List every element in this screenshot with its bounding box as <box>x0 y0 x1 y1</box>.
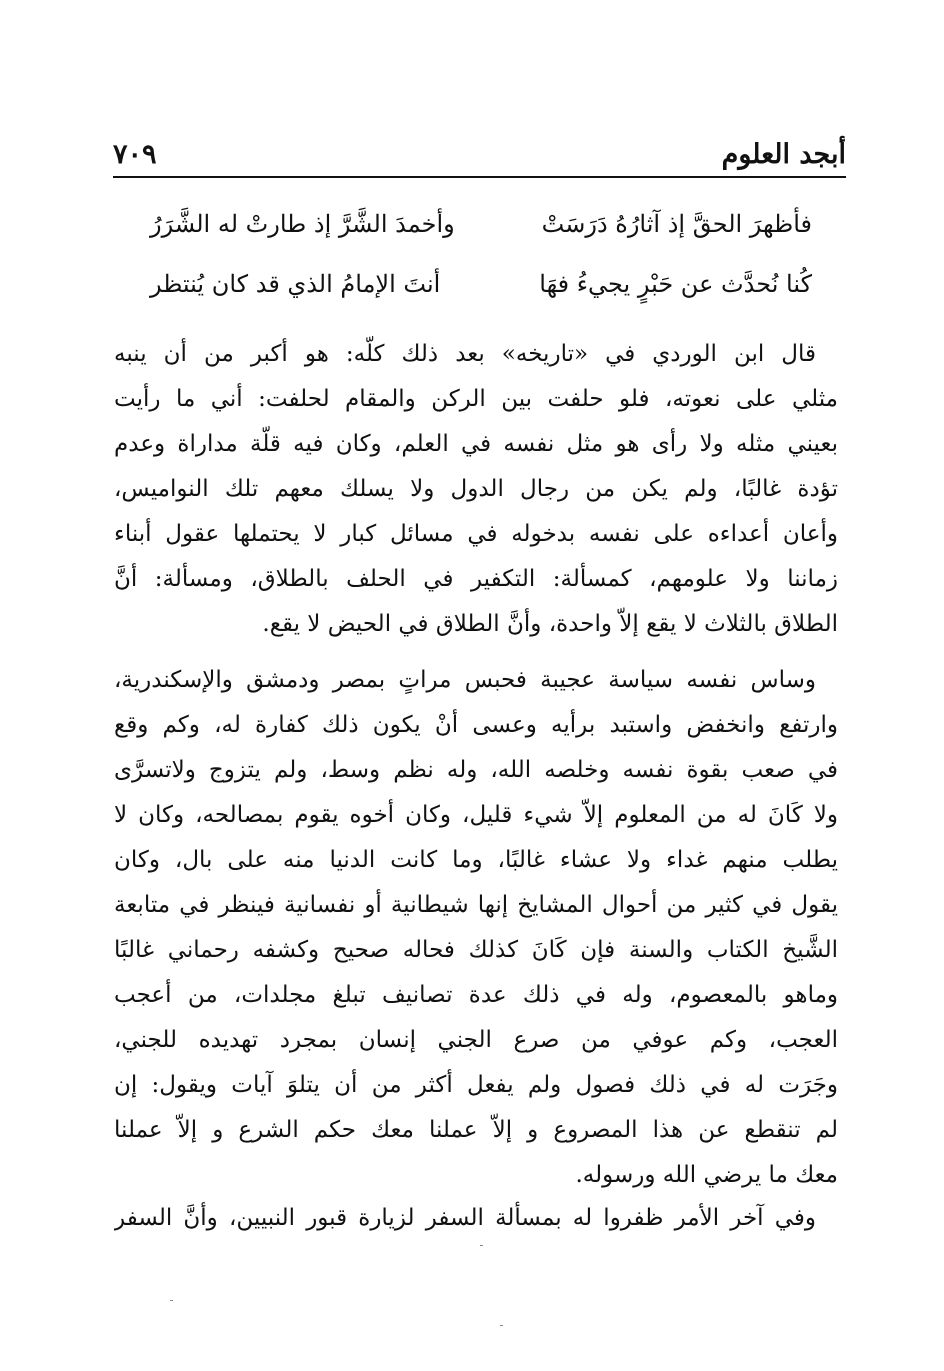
text-line: زماننا ولا علومهم، كمسألة: التكفير في الحلف بالطلاق، ومسألة: أنَّ <box>114 566 838 592</box>
verse-line <box>150 200 812 260</box>
text-line: العجب، وكم عوفي من صرع الجني إنسان بمجرد تهديده للجني، <box>114 1027 838 1053</box>
header-rule <box>113 176 846 178</box>
text-line: يقول في كثير من أحوال المشايخ إنها شيطانية أو نفسانية فينظر في متابعة <box>114 892 838 918</box>
text-line: ولا كَانَ له من المعلوم إلاّ شيء قليل، وكان أخوه يقوم بمصالحه، وكان لا <box>114 802 838 828</box>
paragraph-conduct <box>114 658 838 1198</box>
scan-speck <box>480 1245 483 1246</box>
text-line: وجَرَت له في ذلك فصول ولم يفعل أكثر من أن يتلوَ آيات ويقول: إن <box>114 1072 838 1098</box>
verse-first-hemistich: كُنا نُحدَّث عن حَبْرٍ يجيءُ فهَا <box>539 270 812 298</box>
paragraph-final <box>114 1196 838 1241</box>
text-line: لم تنقطع عن هذا المصروع و إلاّ عملنا معك حكم الشرع و إلاّ عملنا <box>114 1117 838 1143</box>
verse-second-hemistich: أنتَ الإمامُ الذي قد كان يُنتظر <box>150 270 441 298</box>
verse-first-hemistich: فأظهرَ الحقَّ إذ آثارُهُ دَرَسَتْ <box>541 210 812 238</box>
text-line: معك ما يرضي الله ورسوله. <box>575 1162 838 1188</box>
running-header-title: أبجد العلوم <box>721 139 846 170</box>
text-line: وماهو بالمعصوم، وله في ذلك عدة تصانيف تبلغ مجلدات، من أعجب <box>114 982 838 1008</box>
scan-speck <box>500 1325 503 1326</box>
page-number: ٧٠٩ <box>113 139 157 170</box>
verse-line <box>150 260 812 320</box>
text-line: وارتفع وانخفض واستبد برأيه وعسى أنْ يكون ذلك كفارة له، وكم وقع <box>114 712 838 738</box>
text-line: وساس نفسه سياسة عجيبة فحبس مراتٍ بمصر ودمشق والإسكندرية، <box>114 667 816 693</box>
text-line: بعيني مثله ولا رأى هو مثل نفسه في العلم، وكان فيه قلّة مداراة وعدم <box>114 431 838 457</box>
verse-second-hemistich: وأخمدَ الشَّرَّ إذ طارتْ له الشَّرَرُ <box>150 210 455 238</box>
text-line: في صعب بقوة نفسه وخلصه الله، وله نظم وسط، ولم يتزوج ولاتسرَّى <box>114 757 838 783</box>
poem-verses <box>150 200 812 320</box>
text-line: الطلاق بالثلاث لا يقع إلاّ واحدة، وأنَّ الطلاق في الحيض لا يقع. <box>262 611 838 637</box>
scan-speck <box>170 1300 173 1301</box>
text-line: يطلب منهم غداء ولا عشاء غالبًا، وما كانت الدنيا منه على بال، وكان <box>114 847 838 873</box>
paragraph-ibn-alwardi <box>114 332 838 647</box>
text-line: تؤدة غالبًا، ولم يكن من رجال الدول ولا يسلك معهم تلك النواميس، <box>114 476 838 502</box>
text-line: وفي آخر الأمر ظفروا له بمسألة السفر لزيارة قبور النبيين، وأنَّ السفر <box>114 1205 816 1231</box>
text-line: قال ابن الوردي في «تاريخه» بعد ذلك كلّه: هو أكبر من أن ينبه <box>114 341 816 367</box>
text-line: الشَّيخ الكتاب والسنة فإن كَانَ كذلك فحاله صحيح وكشفه رحماني غالبًا <box>114 937 838 963</box>
text-line: وأعان أعداءه على نفسه بدخوله في مسائل كبار لا يحتملها عقول أبناء <box>114 521 838 547</box>
running-header <box>113 134 846 176</box>
text-line: مثلي على نعوته، فلو حلفت بين الركن والمقام لحلفت: أني ما رأيت <box>114 386 838 412</box>
